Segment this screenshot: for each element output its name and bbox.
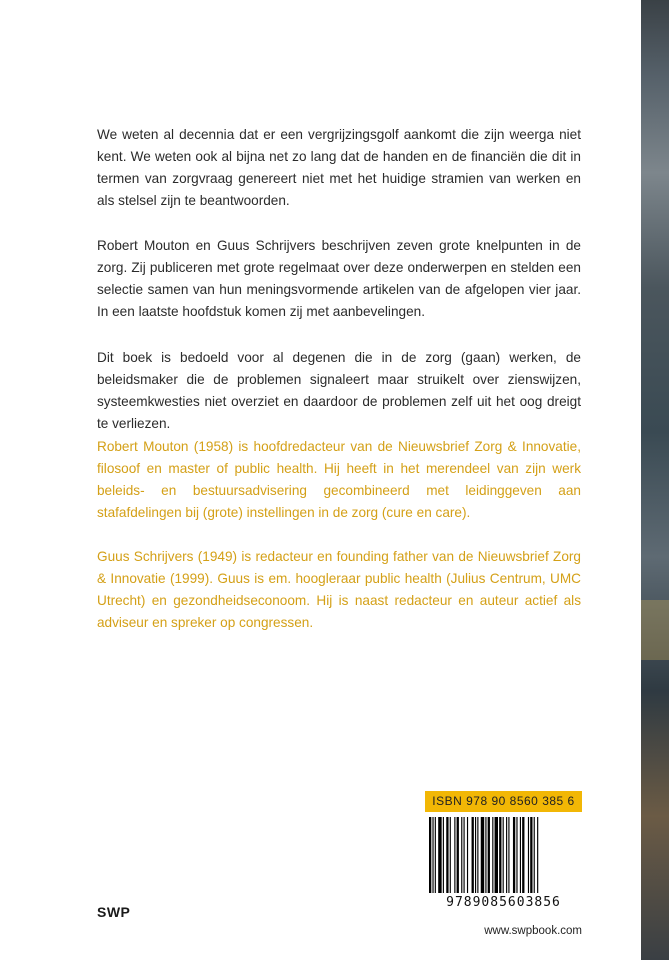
isbn-label: ISBN 978 90 8560 385 6 — [425, 791, 582, 812]
intro-paragraph: We weten al decennia dat er een vergrijzingsgolf aankomt die zijn weerga niet kent. We weten ook al bijna net zo lang dat de handen en de financiën die dit in termen van zorgvraag genereert niet met het huidige stramien van werken en als stelsel zijn te beantwoorden. — [97, 127, 581, 208]
cover-photo-highlight — [641, 600, 669, 660]
bio-guus-schrijvers: Guus Schrijvers (1949) is redacteur en founding father van de Nieuwsbrief Zorg & Innovatie (1999). Guus is em. hoogleraar public health (Julius Centrum, UMC Utrecht) en gezondheidseconoom. Hij is naast redacteur en auteur actief als adviseur en spreker op congressen. — [97, 549, 581, 630]
authors-paragraph: Robert Mouton en Guus Schrijvers beschrijven zeven grote knelpunten in de zorg. Zij publiceren met grote regelmaat over deze onderwerpen en stelden een selectie samen van hun meningsvormende artikelen van de afgelopen vier jaar. In een laatste hoofdstuk komen zij met aanbevelingen. — [97, 238, 581, 319]
cover-photo-edge — [641, 0, 669, 960]
barcode-digits: 9789085603856 — [425, 894, 582, 912]
barcode-image — [425, 815, 582, 905]
audience-paragraph: Dit boek is bedoeld voor al degenen die in de zorg (gaan) werken, de beleidsmaker die de problemen signaleert maar struikelt over zienswijzen, systeemkwesties niet overziet en daardoor de problemen zelf uit het oog dreigt te verliezen. — [97, 350, 581, 431]
publisher-logo: SWP — [97, 904, 131, 920]
website-url: www.swpbook.com — [484, 925, 582, 937]
bio-robert-mouton: Robert Mouton (1958) is hoofdredacteur van de Nieuwsbrief Zorg & Innovatie, filosoof en master of public health. Hij heeft in het merendeel van zijn werk beleids- en bestuursadvisering gecombineerd met leidinggeven aan stafafdelingen bij (grote) instellingen in de zorg (cure en care). — [97, 439, 581, 520]
